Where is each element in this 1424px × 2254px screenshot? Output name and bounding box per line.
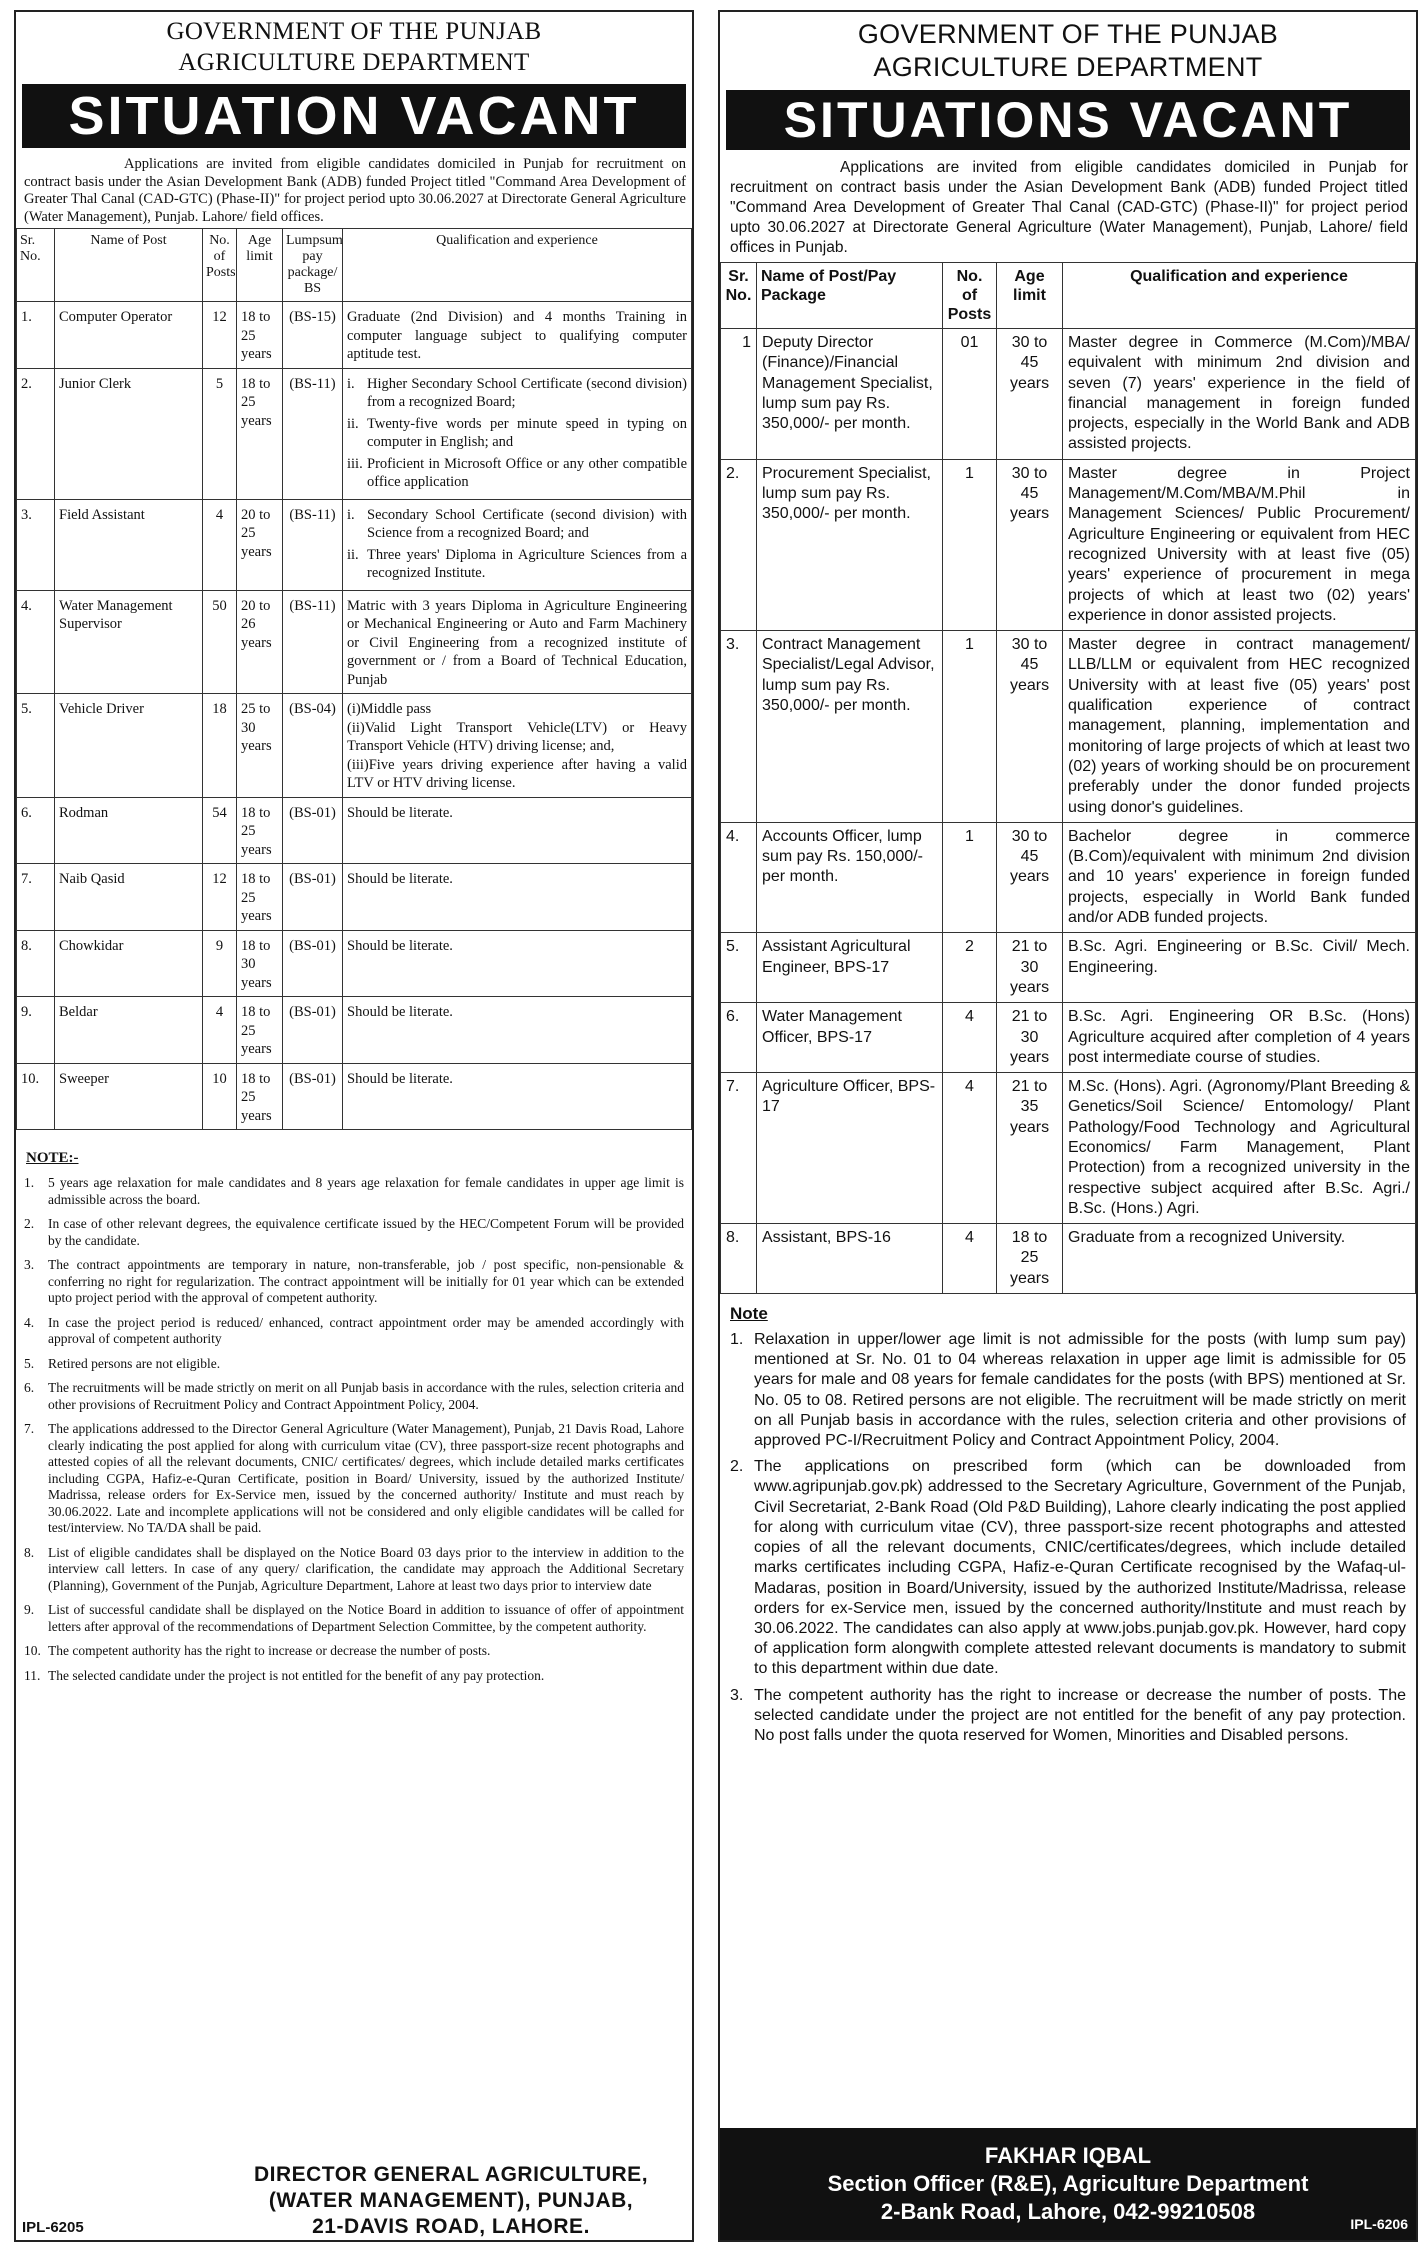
left-sign-line2: (WATER MANAGEMENT), PUNJAB, xyxy=(268,2189,634,2212)
row-sr: 7. xyxy=(17,864,55,931)
row-age: 18 to 25 years xyxy=(237,302,283,369)
item-numeral: iii. xyxy=(347,455,363,472)
note-number: 5. xyxy=(24,1355,35,1371)
qualification-line: Matric with 3 years Diploma in Agriculture Engineering or Mechanical Engineering or Auto and Farm Machinery or Civil Engineering from a recognized institute of government or / from a Board of Technical Education, Punjab xyxy=(347,597,687,688)
table-row xyxy=(17,797,692,864)
qualification-line: (ii)Valid Light Transport Vehicle(LTV) or Heavy Transport Vehicle (HTV) driving license; and, xyxy=(347,719,687,754)
row-num: 50 xyxy=(203,590,237,694)
qualification-item xyxy=(347,455,687,492)
row-qualification xyxy=(343,694,692,798)
left-advertisement xyxy=(14,10,694,2242)
row-bs: (BS-01) xyxy=(283,1063,343,1130)
row-num: 1 xyxy=(943,459,997,630)
row-post: Water Management Supervisor xyxy=(55,590,203,694)
note-text: Relaxation in upper/lower age limit is not admissible for the posts (with lump sum pay) mentioned at Sr. No. 01 to 04 whereas relaxation in upper age limit is admissible for 05 years for male and 08 years for female candidates for the posts (with BPS) mentioned at Sr. No. 05 to 08. Retired persons are not eligible. The recruitment will be made strictly on merit on all Punjab basis in accordance with the rules, selection criteria and other provisions of approved PC-I/Recruitment Policy and Contract Appointment Policy, 2004. xyxy=(754,1331,1406,1450)
right-banner: SITUATIONS VACANT xyxy=(726,90,1410,150)
row-qualification xyxy=(343,368,692,499)
qualification-item xyxy=(347,546,687,583)
row-post: Deputy Director (Finance)/Financial Management Specialist, lump sum pay Rs. 350,000/- per month. xyxy=(757,329,943,460)
right-col-qual: Qualification and experience xyxy=(1063,263,1416,329)
qualification-line: (i)Middle pass xyxy=(347,701,432,717)
table-row xyxy=(721,459,1416,630)
note-item xyxy=(16,1315,692,1356)
table-row xyxy=(721,1073,1416,1224)
row-age: 25 to 30 years xyxy=(237,694,283,798)
row-post: Agriculture Officer, BPS-17 xyxy=(757,1073,943,1224)
row-qualification xyxy=(343,864,692,931)
row-num: 1 xyxy=(943,822,997,932)
row-post: Field Assistant xyxy=(55,499,203,590)
row-num: 12 xyxy=(203,864,237,931)
left-col-num: No. of Posts xyxy=(203,229,237,302)
right-header xyxy=(720,12,1416,84)
row-age: 21 to 30 years xyxy=(997,1003,1063,1073)
row-bs: (BS-04) xyxy=(283,694,343,798)
row-sr: 5. xyxy=(17,694,55,798)
row-age: 18 to 25 years xyxy=(237,797,283,864)
left-col-bs: Lumpsum pay package/ BS xyxy=(283,229,343,302)
left-signature xyxy=(216,2162,686,2240)
note-item xyxy=(16,1257,692,1315)
row-age: 21 to 35 years xyxy=(997,1073,1063,1224)
note-item xyxy=(16,1356,692,1381)
qualification-item xyxy=(347,375,687,412)
row-num: 10 xyxy=(203,1063,237,1130)
note-number: 3. xyxy=(24,1257,35,1272)
note-text: The competent authority has the right to increase or decrease the number of posts. The selected candidate under the project are not entitled for the benefit of any pay protection. No post falls under the quota reserved for Women, Minorities and Disabled persons. xyxy=(754,1686,1406,1744)
row-qualification xyxy=(343,997,692,1064)
qualification-line: Should be literate. xyxy=(347,804,453,821)
note-number: 7. xyxy=(24,1421,35,1436)
right-col-age: Age limit xyxy=(997,263,1063,329)
item-text: Three years' Diploma in Agriculture Sciences from a recognized Institute. xyxy=(367,546,687,581)
qualification-line: Should be literate. xyxy=(347,871,453,887)
row-num: 5 xyxy=(203,368,237,499)
note-number: 8. xyxy=(24,1544,35,1560)
right-sign-line2: Section Officer (R&E), Agriculture Department xyxy=(827,2171,1309,2196)
note-item xyxy=(16,1545,692,1603)
row-post: Accounts Officer, lump sum pay Rs. 150,000/- per month. xyxy=(757,822,943,932)
right-sign-line3: 2-Bank Road, Lahore, 042-99210508 xyxy=(880,2199,1256,2224)
row-sr: 6. xyxy=(721,1003,757,1073)
row-post: Contract Management Specialist/Legal Advisor, lump sum pay Rs. 350,000/- per month. xyxy=(757,631,943,823)
table-row xyxy=(17,1063,692,1130)
row-qualification: Master degree in Project Management/M.Com/MBA/M.Phil in Management Sciences/ Public Procurement/ Agriculture Engineering or equivalent from HEC recognized University with at least five (05) years' experience of procurement in mega projects of which at least two (02) years' experience in donor assisted projects. xyxy=(1063,459,1416,630)
table-row xyxy=(721,1224,1416,1294)
table-row xyxy=(17,930,692,997)
note-item xyxy=(16,1175,692,1216)
table-row xyxy=(721,329,1416,460)
note-text: Retired persons are not eligible. xyxy=(48,1355,221,1371)
row-qualification: Bachelor degree in commerce (B.Com)/equivalent with minimum 2nd division and 10 years' experience in foreign funded projects, especially in World Bank funded and/or ADB funded projects. xyxy=(1063,822,1416,932)
row-post: Vehicle Driver xyxy=(55,694,203,798)
note-text: In case the project period is reduced/ enhanced, contract appointment order may be amended accordingly with approval of competent authority xyxy=(48,1314,684,1346)
row-sr: 2. xyxy=(17,368,55,499)
note-number: 4. xyxy=(24,1314,35,1330)
row-age: 18 to 25 years xyxy=(237,368,283,499)
note-item xyxy=(720,1686,1416,1753)
note-item xyxy=(16,1643,692,1668)
note-text: In case of other relevant degrees, the equivalence certificate issued by the HEC/Competent Forum will be provided by the candidate. xyxy=(48,1216,684,1248)
row-post: Naib Qasid xyxy=(55,864,203,931)
item-text: Proficient in Microsoft Office or any other compatible office application xyxy=(367,455,687,490)
item-text: Higher Secondary School Certificate (second division) from a recognized Board; xyxy=(367,375,687,410)
table-row xyxy=(721,631,1416,823)
note-item xyxy=(720,1457,1416,1685)
row-bs: (BS-01) xyxy=(283,864,343,931)
note-text: 5 years age relaxation for male candidates and 8 years age relaxation for female candidates in upper age limit is admissible across the board. xyxy=(48,1175,684,1207)
row-qualification xyxy=(343,590,692,694)
qualification-line: Graduate (2nd Division) and 4 months Training in computer language subject to qualifying computer aptitude test. xyxy=(347,309,687,362)
left-intro: Applications are invited from eligible candidates domiciled in Punjab for recruitment on contract basis under the Asian Development Bank (ADB) funded Project titled "Command Area Development of Greater Thal Canal (CAD-GTC) (Phase-II)" for project period upto 30.06.2027 at Directorate General Agriculture (Water Management), Punjab. Lahore/ field offices. xyxy=(24,156,686,225)
note-number: 1. xyxy=(730,1331,744,1349)
row-qualification xyxy=(343,1063,692,1130)
row-num: 4 xyxy=(943,1224,997,1294)
right-col-post: Name of Post/Pay Package xyxy=(757,263,943,329)
left-banner: SITUATION VACANT xyxy=(22,84,686,148)
item-text: Twenty-five words per minute speed in typing on computer in English; and xyxy=(367,415,687,450)
left-col-sr: Sr. No. xyxy=(17,229,55,302)
note-text: The applications on prescribed form (which can be downloaded from www.agripunjab.gov.pk) addressed to the Secretary Agriculture, Government of the Punjab, Civil Secretariat, 2-Bank Road (Old P&D Building), Lahore clearly indicating the post applied for along with curriculum vitae (CV), three passport-size recent photographs and attested copies of all the relevant documents, CNIC/certificates/degrees, which include detailed marks certificates including CGPA, Hafiz-e-Quran Certificate recognised by the Wafaq-ul-Madaras, position in Board/University, issued by the authorized Institute/Madrissa, release orders for ex-Service men, issued by the concerned authority/Institute and must reach by 30.06.2022. The candidates can also apply at www.jobs.punjab.gov.pk. However, hard copy of application form alongwith complete attested relevant documents is mandatory to submit to this department within due date. xyxy=(754,1458,1406,1678)
right-intro: Applications are invited from eligible candidates domiciled in Punjab for recruitment on contract basis under the Asian Development Bank (ADB) funded Project titled "Command Area Development of Greater Thal Canal (CAD-GTC) (Phase-II)" for project period upto 30.06.2027 at Directorate General Agriculture (Water Management), Punjab, Lahore/ field offices in Punjab. xyxy=(730,159,1408,256)
right-dept-title: AGRICULTURE DEPARTMENT xyxy=(873,52,1263,82)
row-post: Water Management Officer, BPS-17 xyxy=(757,1003,943,1073)
row-qualification xyxy=(343,499,692,590)
row-bs: (BS-11) xyxy=(283,368,343,499)
row-qualification: M.Sc. (Hons). Agri. (Agronomy/Plant Breeding & Genetics/Soil Science/ Entomology/ Plant Pathology/Food Technology and Agricultural Economics/ Farm Management, Plant Protection) from a recognized university in the respective subject acquired after B.Sc. Agri./ B.Sc. (Hons.) Agri. xyxy=(1063,1073,1416,1224)
row-post: Junior Clerk xyxy=(55,368,203,499)
note-text: The applications addressed to the Director General Agriculture (Water Management), Punjab, 21 Davis Road, Lahore clearly indicating the post applied for along with curriculum vitae (CV), three passport-size recent photographs and attested copies of all the relevant documents, CNIC/ certificates/ degrees, which include detailed marks certificates including CGPA, Hafiz-e-Quran Certificate, position in Board/ University, issued by the authorized Institute/ Madrissa, release orders for Ex-Service men, issued by the concerned authority/ Institute and must reach by 30.06.2022. Late and incomplete applications will not be considered and only eligible candidates will be called for test/interview. No TA/DA shall be paid. xyxy=(48,1421,684,1535)
row-num: 18 xyxy=(203,694,237,798)
row-post: Beldar xyxy=(55,997,203,1064)
table-row xyxy=(17,997,692,1064)
note-text: List of successful candidate shall be displayed on the Notice Board in addition to issuance of offer of appointment letters after approval of the recommendations of Department Selection Committee, by the competent authority. xyxy=(48,1602,684,1634)
left-sign-line1: DIRECTOR GENERAL AGRICULTURE, xyxy=(253,2163,649,2186)
row-post: Rodman xyxy=(55,797,203,864)
row-num: 1 xyxy=(943,631,997,823)
row-age: 30 to 45 years xyxy=(997,459,1063,630)
table-row xyxy=(17,864,692,931)
row-bs: (BS-01) xyxy=(283,997,343,1064)
qualification-line: Should be literate. xyxy=(347,937,453,954)
table-row xyxy=(17,590,692,694)
row-qualification xyxy=(343,302,692,369)
row-sr: 5. xyxy=(721,933,757,1003)
left-notes-heading: NOTE:- xyxy=(26,1150,79,1166)
left-notes xyxy=(16,1175,692,1692)
row-num: 4 xyxy=(203,499,237,590)
row-post: Procurement Specialist, lump sum pay Rs. 350,000/- per month. xyxy=(757,459,943,630)
right-col-sr: Sr. No. xyxy=(721,263,757,329)
note-number: 2. xyxy=(24,1216,35,1231)
qualification-item xyxy=(347,415,687,452)
item-numeral: i. xyxy=(347,375,355,392)
row-post: Chowkidar xyxy=(55,930,203,997)
right-signature xyxy=(720,2128,1416,2240)
row-qualification: Master degree in Commerce (M.Com)/MBA/ equivalent with minimum 2nd division and seven (7) years' experience in the field of financial management in foreign funded projects, especially in the World Bank and ADB assisted projects. xyxy=(1063,329,1416,460)
row-sr: 8. xyxy=(721,1224,757,1294)
row-qualification: B.Sc. Agri. Engineering or B.Sc. Civil/ Mech. Engineering. xyxy=(1063,933,1416,1003)
note-number: 2. xyxy=(730,1458,744,1476)
left-gov-title: GOVERNMENT OF THE PUNJAB xyxy=(166,18,542,45)
note-number: 6. xyxy=(24,1380,35,1395)
qualification-line: (iii)Five years driving experience after having a valid LTV or HTV driving license. xyxy=(347,756,687,791)
row-sr: 1 xyxy=(721,329,757,460)
row-post: Computer Operator xyxy=(55,302,203,369)
row-qualification xyxy=(343,797,692,864)
qualification-line: Should be literate. xyxy=(347,1070,453,1087)
row-sr: 4. xyxy=(17,590,55,694)
note-text: The competent authority has the right to increase or decrease the number of posts. xyxy=(48,1643,491,1658)
row-age: 18 to 25 years xyxy=(237,1063,283,1130)
row-bs: (BS-15) xyxy=(283,302,343,369)
note-text: The recruitments will be made strictly on merit on all Punjab basis in accordance with the rules, selection criteria and other provisions of Recruitment Policy and Contract Appointment Policy, 2004. xyxy=(48,1380,684,1412)
row-sr: 10. xyxy=(17,1063,55,1130)
row-sr: 9. xyxy=(17,997,55,1064)
row-num: 54 xyxy=(203,797,237,864)
row-age: 20 to 25 years xyxy=(237,499,283,590)
row-num: 01 xyxy=(943,329,997,460)
left-col-qual: Qualification and experience xyxy=(343,229,692,302)
row-age: 30 to 45 years xyxy=(997,631,1063,823)
right-table-header xyxy=(721,263,1416,329)
left-table-header xyxy=(17,229,692,302)
right-sign-line1: FAKHAR IQBAL xyxy=(984,2143,1152,2168)
row-age: 18 to 25 years xyxy=(997,1224,1063,1294)
row-sr: 6. xyxy=(17,797,55,864)
row-sr: 7. xyxy=(721,1073,757,1224)
row-qualification: B.Sc. Agri. Engineering OR B.Sc. (Hons) Agriculture acquired after completion of 4 years post intermediate course of studies. xyxy=(1063,1003,1416,1073)
row-bs: (BS-01) xyxy=(283,930,343,997)
table-row xyxy=(17,368,692,499)
item-text: Secondary School Certificate (second division) with Science from a recognized Board; and xyxy=(367,506,687,541)
row-num: 12 xyxy=(203,302,237,369)
row-qualification xyxy=(343,930,692,997)
item-numeral: ii. xyxy=(347,546,359,563)
row-age: 18 to 30 years xyxy=(237,930,283,997)
note-text: List of eligible candidates shall be displayed on the Notice Board 03 days prior to the interview in addition to the interview call letters. In case of any query/ clarification, the candidate may approach the Additional Secretary (Planning), Government of the Punjab, Agriculture Department, Lahore at least two days prior to interview date xyxy=(48,1544,684,1593)
right-col-num: No. of Posts xyxy=(943,263,997,329)
qualification-item xyxy=(347,506,687,543)
left-dept-title: AGRICULTURE DEPARTMENT xyxy=(178,49,530,76)
row-num: 4 xyxy=(203,997,237,1064)
note-text: The selected candidate under the project is not entitled for the benefit of any pay protection. xyxy=(48,1667,545,1683)
qualification-line: Should be literate. xyxy=(347,1004,453,1020)
note-number: 3. xyxy=(730,1686,744,1704)
row-age: 18 to 25 years xyxy=(237,997,283,1064)
left-posts-table xyxy=(16,228,692,1130)
row-num: 4 xyxy=(943,1073,997,1224)
right-gov-title: GOVERNMENT OF THE PUNJAB xyxy=(857,19,1279,49)
table-row xyxy=(721,822,1416,932)
row-qualification: Master degree in contract management/ LLB/LLM or equivalent from HEC recognized University with at least five (05) years' post qualification experience of contract management, planning, implementation and monitoring of large projects of which at least two (02) years of working should be on procurement preferably under the donor funded projects using donor's guidelines. xyxy=(1063,631,1416,823)
left-col-age: Age limit xyxy=(237,229,283,302)
row-qualification: Graduate from a recognized University. xyxy=(1063,1224,1416,1294)
row-sr: 8. xyxy=(17,930,55,997)
note-number: 9. xyxy=(24,1602,35,1617)
table-row xyxy=(17,499,692,590)
row-bs: (BS-11) xyxy=(283,590,343,694)
row-bs: (BS-11) xyxy=(283,499,343,590)
left-ipl-code: IPL-6205 xyxy=(22,2219,84,2236)
left-col-post: Name of Post xyxy=(55,229,203,302)
item-numeral: ii. xyxy=(347,415,359,432)
note-number: 11. xyxy=(24,1667,41,1683)
row-num: 4 xyxy=(943,1003,997,1073)
row-post: Sweeper xyxy=(55,1063,203,1130)
row-num: 2 xyxy=(943,933,997,1003)
row-sr: 1. xyxy=(17,302,55,369)
row-post: Assistant, BPS-16 xyxy=(757,1224,943,1294)
note-item xyxy=(16,1602,692,1643)
table-row xyxy=(721,933,1416,1003)
row-sr: 3. xyxy=(17,499,55,590)
note-item xyxy=(16,1421,692,1545)
row-bs: (BS-01) xyxy=(283,797,343,864)
row-sr: 4. xyxy=(721,822,757,932)
row-age: 30 to 45 years xyxy=(997,822,1063,932)
table-row xyxy=(17,302,692,369)
note-number: 10. xyxy=(24,1643,41,1658)
note-text: The contract appointments are temporary in nature, non-transferable, job / post specific, non-pensionable & conferring no right for regularization. The contract appointment will be initially for 01 year which can be extended upto project period with the approval of competent authority. xyxy=(48,1257,684,1305)
right-posts-table xyxy=(720,262,1416,1294)
row-post: Assistant Agricultural Engineer, BPS-17 xyxy=(757,933,943,1003)
row-age: 30 to 45 years xyxy=(997,329,1063,460)
note-item xyxy=(720,1330,1416,1457)
row-age: 21 to 30 years xyxy=(997,933,1063,1003)
left-sign-line3: 21-DAVIS ROAD, LAHORE. xyxy=(312,2215,590,2238)
row-sr: 3. xyxy=(721,631,757,823)
note-item xyxy=(16,1216,692,1257)
left-header xyxy=(16,12,692,78)
right-ipl-code: IPL-6206 xyxy=(1350,2216,1408,2232)
right-advertisement xyxy=(718,10,1418,2242)
table-row xyxy=(721,1003,1416,1073)
item-numeral: i. xyxy=(347,506,355,523)
row-age: 20 to 26 years xyxy=(237,590,283,694)
table-row xyxy=(17,694,692,798)
note-number: 1. xyxy=(24,1175,35,1190)
right-notes xyxy=(720,1330,1416,1752)
right-notes-heading: Note xyxy=(730,1304,768,1324)
note-item xyxy=(16,1380,692,1421)
note-item xyxy=(16,1668,692,1693)
row-sr: 2. xyxy=(721,459,757,630)
row-num: 9 xyxy=(203,930,237,997)
row-age: 18 to 25 years xyxy=(237,864,283,931)
